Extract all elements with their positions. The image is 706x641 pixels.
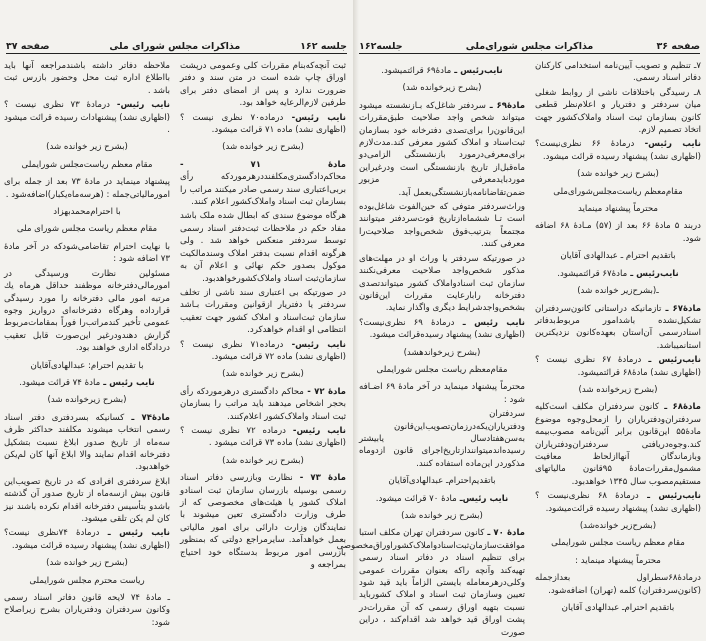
paragraph (4, 60, 170, 97)
centered-line (359, 65, 525, 77)
paragraph (180, 425, 346, 450)
paragraph-text: باتقدیم‌احترام‌ـ عبدالهادی‌آقایان (388, 476, 496, 487)
paragraph (535, 303, 701, 353)
text-column (4, 60, 170, 631)
speaker-or-article-label: نایب رئیس- (283, 339, 346, 350)
speaker-or-article-label: مادهٔ ۷۱ - (180, 159, 346, 170)
paragraph-text: در صورتیکه بی اعتباری سند ناشی از تخلف سردفتر یا دفتریار ازقوانین ومقررات بـاشد سازمان ثبت‌اسناد و املاک کشور جهت تعقیب انتظامی او اقدام خواهدکرد. (180, 287, 346, 336)
paragraph (359, 408, 525, 470)
speaker-or-article-label: مادهٔ۷۴ ـ (124, 412, 170, 423)
centered-line (535, 250, 701, 262)
centered-line (4, 394, 170, 406)
centered-line (535, 203, 701, 215)
paragraph (336, 527, 525, 639)
centered-line (4, 223, 170, 235)
centered-line (535, 537, 701, 549)
paragraph (535, 87, 701, 137)
page-header (359, 36, 700, 54)
page-header (6, 36, 347, 54)
paragraph-text: کانون سردفتران تهران مکلف استبا موافقت‌سازمان‌ثبت‌اسنادواملاک‌کشوراوراق‌مخصوصی برای تنظیم اسناد در دفاتر اسناد رسمی تهیه‌کند وآنچه راکه بعنوان مقررات عمومی وکلی‌درهرمعامله بایستی الزاماً باید قید شود تعیین وسازمان ثبت اسناد و املاک کشورباید نسبت بتهیه اوراق رسمی که آن مقررات‌در پشت اوراق قید خواهد شد اقدام‌کند ، دراین صورت (336, 528, 525, 638)
paragraph-text: درماده۷۱ نظری نیست ؟(اظهاری نشد) ماده ۷۲ قرائت میشود. (180, 339, 346, 362)
centered-line (4, 557, 170, 569)
speaker-or-article-label: نایب رئیس- (285, 425, 346, 436)
page-number: صفحه ۳۶ (656, 41, 700, 52)
centered-line (535, 168, 701, 180)
text-column (180, 60, 346, 573)
centered-line (4, 360, 170, 372)
paragraph-text: ریاست محترم مجلس شورایملی (29, 575, 145, 586)
speaker-or-article-label: نایب رئیس- (283, 112, 346, 123)
paragraph-text: مقام معظم ریاست مجلس شورای ملی (16, 224, 158, 235)
paragraph-text: ۷ـ تنظیم و تصویب آیین‌نامه استخدامی کارکنان دفاتر اسناد رسمی. (535, 61, 701, 84)
paragraph-text: باتقدیم احترام‌ـ عبدالهادی آقایان (561, 603, 675, 614)
paragraph-text: محاکم‌دادگستری‌مکلفنددرهرموردکه رأی بربی‌اعتباری سند رسمی صادر میکنند مراتب را بسازمان ثبت اسناد واملاک‌کشور اعلام کنند. (180, 172, 346, 208)
speaker-or-article-label: نایب‌رئیس ـ (627, 268, 679, 279)
speaker-or-article-label: مادهٔ ۷۰ ـ (484, 528, 525, 539)
right-page (336, 0, 706, 638)
paragraph-text: با نهایت احترام تقاضامی‌شودکه در آخر مادهٔ ۷۳ اضافه شود : (4, 241, 170, 265)
session-number: جلسه۱۶۲ (359, 41, 403, 52)
paragraph (535, 354, 701, 379)
paragraph-text: (بشرح زیر خوانده شد) (401, 511, 483, 521)
publication-title: مذاکرات مجلس شورای ملی (109, 41, 241, 52)
paragraph (535, 572, 701, 597)
paragraph-text: ـ مادهٔ ۷۴ لایحه قانون دفاتر اسناد رسمی وکانون سردفتران ودفتریاران بشرح زیراصلاح شود: (4, 593, 170, 628)
speaker-or-article-label: نایب رئیس- (109, 100, 170, 111)
paragraph-text: نظارت وبازرسی دفاتر اسناد رسمی بوسیله بازرسان سازمان ثبت اسنادو املاک کشور یا هیئت‌های مخصوصی که از طرف وزارت دادگستری تعین میشوند با نمایندگان وزارت دارائی برای امور مالیاتی بعمل خواهدآمد. سایرمراجع دولتی که بمنظور بازرسی امور مربوط بدستگاه خود احتیاج بمراجعه و (180, 473, 346, 571)
paragraph (180, 386, 346, 423)
paragraph-text: هرگاه موضوع سندی که ابطال شده ملک باشد مفاد حکم در ملاحظات ثبت‌دفتر اسناد رسمی توسط سردفتر منعکس خواهد شد . ولی هرگونه اقدام نسبت بدفتر املاک وسندمالکیت موکول بصدور حکم نهائی و اعلام آن به سازمان‌ثبت اسناد واملاک‌کشورخواهدبود. (180, 211, 346, 284)
paragraph (359, 317, 525, 342)
centered-line (535, 186, 701, 198)
centered-line (4, 159, 170, 171)
paragraph (535, 138, 701, 163)
speaker-or-article-label: نایب‌رئیس ـ (451, 66, 503, 76)
paragraph-text: درماده۷۰ نظری نیست ؟(اظهاری نشد) ماده ۷۱ قرائت میشود. (180, 112, 346, 136)
centered-line (4, 141, 170, 153)
centered-line (180, 141, 346, 153)
paragraph-text: (بشرح زیرخوانده شد) (578, 384, 658, 395)
centered-line (359, 82, 525, 94)
text-column (336, 60, 526, 641)
session-number: جلسه ۱۶۲ (300, 41, 347, 52)
paragraph-text: کسانیکه بسردفتری دفتر اسناد رسمی انتخاب میشوند مکلفند حداکثر ظرف سه‌ماه از تاریخ صدور ابلاغ نسبت بتشکیل دفترخانه اقدام نمایند والا ابلاغ آنها کان لم‌یکن خواهدبود. (4, 412, 170, 473)
paragraph (4, 268, 170, 355)
paragraph-text: با احترام‌محمدبهزاد (53, 207, 121, 218)
paragraph (180, 60, 346, 110)
centered-line (359, 510, 525, 522)
speaker-or-article-label: مادهٔ۶۸ ـ (659, 402, 701, 413)
centered-line (535, 285, 701, 297)
paragraph-text: ثبت آنچه‌که‌بنام مقررات کلی وعمومی درپشت اوراق چاپ شده است در متن سند و دفتر ضرورت ندارد و پس از امضای دفتر برای طرفین لازم‌الرعایه خواهد بود. (180, 61, 346, 109)
paragraph-text: در صورتیکه سردفتر یا وراث او در مهلت‌های مذکور شخص‌واجد صلاحیت معرفی‌نکنند سازمان ثبت اسنادواملاک کشور میتواندتصدی دفترخانه رابارعایت مقررات این‌قانون بشخص‌واجدشرایط دیگری واگذار نماید. (359, 253, 525, 314)
paragraph (535, 220, 701, 245)
paragraph-text: درمادهٔ ۶۶ نظری‌نیست؟ (اظهاری نشد) پیشنهاد رسیده قرائت میشود. (535, 139, 701, 162)
speaker-or-article-label: نایب رئیس ـ (454, 317, 526, 328)
paragraph (180, 159, 346, 209)
paragraph-text: محاکم دادگستری درهرموردکه رأی بحجر اشخاص میدهند باید مراتب را بسازمان ثبت اسناد واملاک‌کشور اعلام‌کنند. (180, 386, 346, 422)
paragraph-text: درمادهٔ ۶۹ نظری‌نیست؟ (اظهاری نشد) پیشنهاد رسیده‌قرائت میشود. (359, 317, 525, 341)
paragraph-text: وراث‌سردفتر متوفی که حین‌الفوت شاغل‌بوده است تـا ششماه‌ازتاریخ فوت‌سردفتر میتوانند مجتمعاً بترتیب‌فوق شخص‌واجد صلاحیت‌را معرفی کنند. (359, 202, 525, 250)
centered-line (4, 206, 170, 218)
paragraph-text: سردفتر شاغل‌که بـازنشسته میشود میتواند شخص واجد صلاحیت طبق‌مقررات این‌قانون‌را برای‌تصدی دفترخانه خود بسازمان ثبت‌اسناد و املاک کشور معرفی کند.مدت‌لازم برای‌معرفی‌درمورد بازنشستگی الزامی‌دو ماه‌قبل‌از تاریخ بازنشستگی است ودرغیراین موردبایدمعرفی مزبور ضمن‌تقاضانامه‌بازنشستگی‌بعمل آید. (359, 100, 525, 198)
paragraph (180, 287, 346, 337)
paragraph (535, 60, 701, 85)
centered-line (359, 493, 525, 505)
paragraph-text: درمادهٔ ۶۷ نظری نیست ؟ (اظهاری نشد) مادهٔ۶۸ قرائتمیشود. (535, 355, 701, 378)
paragraph (180, 112, 346, 137)
paragraph-text: (بشرح‌زیر خوانده‌شد) (579, 521, 657, 531)
paragraph-text: محترماً پیشنهاد مینماید در آخر مادهٔ ۶۹ اضـافه شود : (359, 382, 525, 405)
paragraph-text: ابلاغ سردفتری افرادی که در تاریخ تصویب‌این قانون بیش ازسه‌ماه از تاریخ صدور آن گذشته باشدو بتأسیس دفترخانه اقدام نکرده باشند نیز کان لم یکن تلقی میشود. (4, 476, 170, 524)
paragraph-text: سردفتران ودفتریاران‌یکه‌درزمان‌تصویب‌این‌قانون به‌سن‌هفتادسال یابیشتر رسیده‌اندمیتوانندازتاریخ‌اجرای قانون ازدوماه مذکوردر این‌ماده استفاده کنند. (359, 409, 525, 469)
paragraph-text: مقام معظم ریاست مجلس شورایملی (551, 538, 685, 549)
paragraph (180, 210, 346, 284)
paragraph-text: مادهٔ ۷۴ قرائت میشود. (19, 377, 101, 388)
paragraph-text: (بشرح زیر خوانده شد) (222, 455, 304, 466)
paragraph-text: (بشرح زیر خوانده شد) (577, 169, 659, 180)
centered-line (359, 364, 525, 376)
paragraph-text: ملاحظه دفاتر داشته باشندمراجعه آنها باید بااطلاع اداره ثبت محل وحضور بازرس ثبت باشد . (4, 61, 170, 96)
paragraph (4, 99, 170, 136)
paragraph-text: درمادهٔ ۷۴نظری نیست؟ (اظهاری نشد) پیشنهاد رسیده قرائت میشود. (4, 528, 170, 551)
speaker-or-article-label: مادهٔ۶۹ ـ (486, 100, 526, 111)
paragraph (359, 253, 525, 315)
paragraph-text: مقام‌معظم ریاست مجلس شورایملی (376, 364, 508, 375)
paragraph-text: (بشرح زیر خوانده شد) (222, 142, 304, 153)
paragraph-text: (بشرح زیر خوانده شد) (46, 558, 128, 569)
paragraph (180, 472, 346, 571)
paragraph-text: (بشرح زیر خوانده شد) (46, 142, 128, 153)
centered-line (535, 602, 701, 614)
publication-title: مذاکرات مجلس شورای‌ملی (465, 41, 594, 52)
paragraph-text: درماده ۷۲ نظری نیست ؟ (اظهاری نشد) ماده ۷۳ قرائت میشود . (180, 425, 346, 449)
paragraph-text: مسئولین نظارت ورسیدگی در امورمالی‌دفترخانه موظفند حداقل هرماه یك مرتبه امور مالی دفترخانه را مورد رسیدگی قرارداده وهرگاه دفترخانه‌ای درواریز وجوه عمومی تأخیر کندمراتب‌را فوراً بمقامات‌مربوط گزارش دهندودرغیر این‌صورت قابل تعقیب درداد‌گاه اداری خواهند بود. (4, 268, 170, 354)
paragraph (535, 490, 701, 515)
paragraph-text: محترماً پیشنهاد مینماید : (575, 555, 661, 566)
centered-line (535, 268, 701, 280)
paragraph (4, 412, 170, 474)
paragraph (359, 100, 525, 199)
speaker-or-article-label: نایب‌رئیس ـ (638, 491, 702, 502)
paragraph (4, 527, 170, 552)
paragraph-text: با تقدیم احترام: عبدالهادی‌آقایان (30, 360, 144, 371)
centered-line (4, 575, 170, 587)
speaker-or-article-label: نایب‌رئیس ـ (641, 355, 701, 366)
text-column (535, 60, 701, 619)
left-page (0, 0, 353, 628)
speaker-or-article-label: مادهٔ ۷۲ - (303, 386, 346, 397)
paragraph-text: مقام‌معظم ریاست‌مجلس‌شورای‌ملی (553, 186, 683, 197)
paragraph-text: (بشرح زیرخواندهشد) (403, 347, 481, 358)
centered-line (535, 555, 701, 567)
speaker-or-article-label: نایب رئیس ـ (99, 528, 171, 539)
paragraph-text: باتقدیم احترام ـ عبدالهادی آقایان (560, 251, 676, 262)
paragraph-text: کانون سردفتران مکلف است‌کلیه سردفتران‌ودفتریاران را ازمحل‌وجوه موضوع مادهٔ۵۵ این‌قانون برابر آئین‌نامه مصوب‌بیمه کند.وجوه‌دریافتی سردفتران‌ودفتریاران وبازماندگان آنهاازلحاظ معافیت مشمول‌مقررات‌مادهٔ ۹۵قانون مالیاتهای مستقیم‌مصوب سال ۱۳۴۵ خواهدبود. (535, 402, 701, 487)
centered-line (180, 455, 346, 467)
centered-line (359, 475, 525, 487)
speaker-or-article-label: مادهٔ۶۷ ـ (661, 303, 702, 314)
paragraph-text: مادهٔ۶۹ قرائتمیشود. (381, 66, 452, 76)
paragraph (535, 401, 701, 488)
centered-line (4, 377, 170, 389)
paragraph-text: درمادهٔ۶۸سطر‌اول بعدازجمله (کانون‌سردفتران) کلمه (تهران) اضافه‌شود. (535, 573, 701, 596)
speaker-or-article-label: مادهٔ ۷۳ - (292, 473, 346, 484)
paragraph-text: مادهٔ ۷۰ قرائت میشود. (375, 493, 457, 504)
paragraph (359, 201, 525, 251)
paragraph (180, 339, 346, 364)
paragraph-text: درمادهٔ ۶۸ نظری‌نیست ؟ (اظهاری نشد) پیشنهاد رسیده قرائت‌میشود. (535, 491, 701, 514)
paragraph-text: درمادهٔ ۷۳ نظری نیست ؟ (اظهاری نشد) پیشنهادات رسیده قرائت میشود . (4, 100, 170, 136)
paragraph (4, 476, 170, 526)
paragraph (359, 381, 525, 406)
paragraph-text: تازمانیکه دراستانی کانون‌سردفتران تشکیل‌نشده باشدامور مربوط‌بدفاتر اسنادرسمی آن‌استان بعهده‌کانون نزدیکترین استانمیباشد. (535, 303, 701, 351)
page-number: صفحه ۳۷ (6, 41, 50, 52)
paragraph (4, 241, 170, 266)
speaker-or-article-label: نایب رئیس‌ـ (456, 493, 509, 504)
speaker-or-article-label: نایب رئیس- (634, 139, 702, 150)
speaker-or-article-label: نایب رئیس ـ (100, 377, 155, 388)
centered-line (535, 384, 701, 396)
paragraph (4, 592, 170, 629)
paragraph-text: مادهٔ۶۷ قرائتمیشود. (557, 268, 628, 279)
centered-line (359, 347, 525, 359)
paragraph-text: ۸ـ رسیدگی باختلافات ناشی از روابط شغلی میان سردفتر و دفتریار و اعلام‌نظر قطعی کانون بسازمان ثبت اسناد واملاک‌کشور جهت اتخاذ تصمیم لازم. (535, 87, 701, 136)
paragraph (4, 176, 170, 201)
paragraph-text: (بشرح زیرخوانده شد) (402, 83, 482, 94)
centered-line (535, 520, 701, 532)
paragraph-text: دربند ۵ مادهٔ ۶۶ بعد از (۵۷) مـادهٔ ۶۸ اضافه شود. (535, 221, 701, 244)
centered-line (180, 368, 346, 380)
paragraph-text: محترماً پیشنهاد مینماید (577, 204, 659, 215)
paragraph-text: (بشرح زیرخوانده شد) (47, 395, 127, 406)
paragraph-text: پیشنهاد مینماید در مادهٔ ۷۳ بعد از جمله برای امورمالیاتی‌جمله : (هرسه‌ماه‌یکبار)اضافه‌شود . (4, 177, 170, 200)
paragraph-text: (بشرح زیر خوانده شد) (222, 369, 304, 380)
paragraph-text: ـ(بشرح‌زیر خوانده شد) (577, 286, 659, 297)
paragraph-text: مقام معظم ریاست‌مجلس شورایملی (21, 159, 153, 170)
